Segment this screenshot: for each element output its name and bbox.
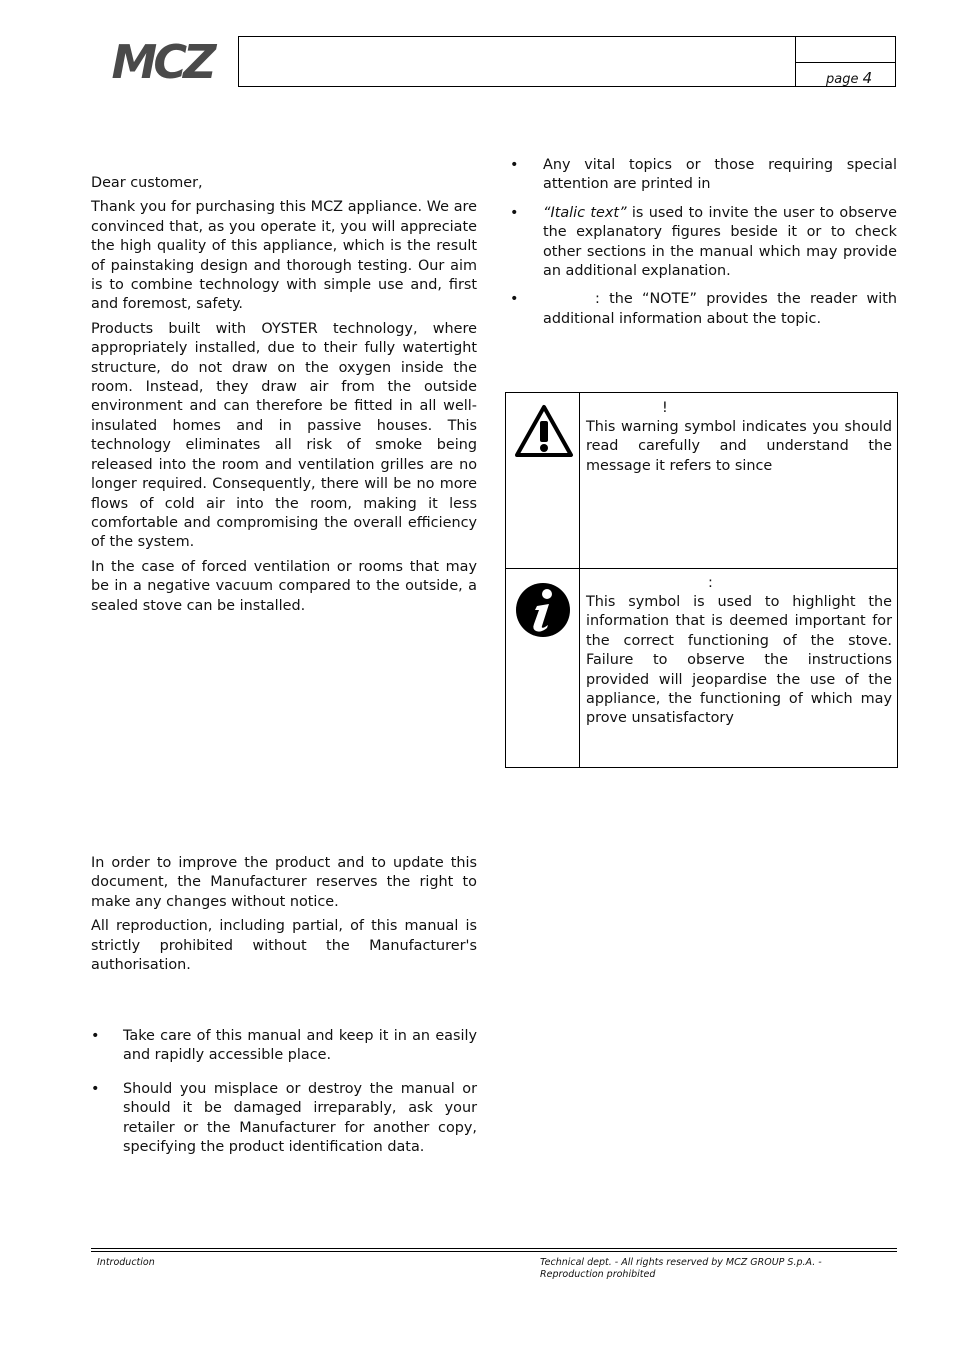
header-divider [796,62,895,63]
bullet-icon: • [91,1080,100,1097]
bullet-icon: • [510,204,519,221]
footer-rule [91,1251,897,1252]
notice-paragraph: All reproduction, including partial, of this manual is strictly prohibited without the Manufacturer's authorisation. [91,918,477,974]
intro-section [91,174,477,621]
list-item: • Any vital topics or those requiring special attention are printed in [510,157,897,193]
info-cell [586,574,892,729]
footer-rule [91,1248,897,1249]
page-prefix: page [826,72,859,87]
list-item: • : the “NOTE” provides the reader with additional information about the topic. [510,291,897,327]
list-item: • Should you misplace or destroy the manual or should it be damaged irreparably, ask your retailer or the Manufacturer for another copy, specifying the product identification data. [91,1080,477,1156]
notice-paragraph: In order to improve the product and to update this document, the Manufacturer reserves the right to make any changes without notice. [91,855,477,910]
care-section [91,1027,477,1157]
intro-paragraph: Thank you for purchasing this MCZ appliance. We are convinced that, as you operate it, you will appreciate the high quality of this appliance, which is the result of painstaking design and thorough testing. Our aim is to combine technology with simple use and, first and foremost, safety. [91,199,477,313]
bullet-icon: • [91,1028,100,1044]
greeting: Dear customer, [91,175,203,191]
warning-cell [586,399,892,476]
page-number-value: 4 [862,69,873,87]
page-number [826,69,872,87]
intro-paragraph: Products built with OYSTER technology, where appropriately installed, due to their fully watertight structure, do not draw on the oxygen inside the room. Instead, they draw air from the outside environment and can therefore be fitted in all well-insulated homes and in passive houses. This technology eliminates all risk of smoke being released into the room and ventilation grilles are no longer required. Consequently, there will be no more flows of cold air into the room, making it less comfortable and compromising the overall efficiency of the system. [91,320,477,551]
symbols-table [505,392,898,768]
bullet-icon: • [510,157,519,173]
conventions-section [510,156,897,338]
warning-icon [514,403,574,459]
italic-sample: “Italic text” [543,204,627,221]
list-item: • “Italic text” is used to invite the user to observe the explanatory figures beside it or to check other sections in the manual which may provide an additional explanation. [510,204,897,280]
info-text: This symbol is used to highlight the information that is deemed important for the correct functioning of the stove. Failure to observe the instructions provided will jeopardise the use of the appliance, the functioning of which may prove unsatisfactory [586,594,892,727]
mcz-logo [92,40,232,84]
warning-title: ! [662,400,668,416]
intro-paragraph: In the case of forced ventilation or rooms that may be in a negative vacuum compared to the outside, a sealed stove can be installed. [91,558,477,614]
bullet-icon: • [510,291,519,308]
footer-section-name: Introduction [97,1257,155,1268]
info-title: : [708,575,713,591]
list-item: • Take care of this manual and keep it in an easily and rapidly accessible place. [91,1028,477,1064]
warning-text: This warning symbol indicates you should read carefully and understand the message it refers to since [586,419,892,474]
info-icon [515,582,571,638]
footer-copyright: Technical dept. - All rights reserved by MCZ GROUP S.p.A. - Reproduction prohibited [540,1257,822,1280]
logo-text: MCZ [111,40,213,84]
notice-section [91,854,477,980]
header-box [238,36,896,87]
